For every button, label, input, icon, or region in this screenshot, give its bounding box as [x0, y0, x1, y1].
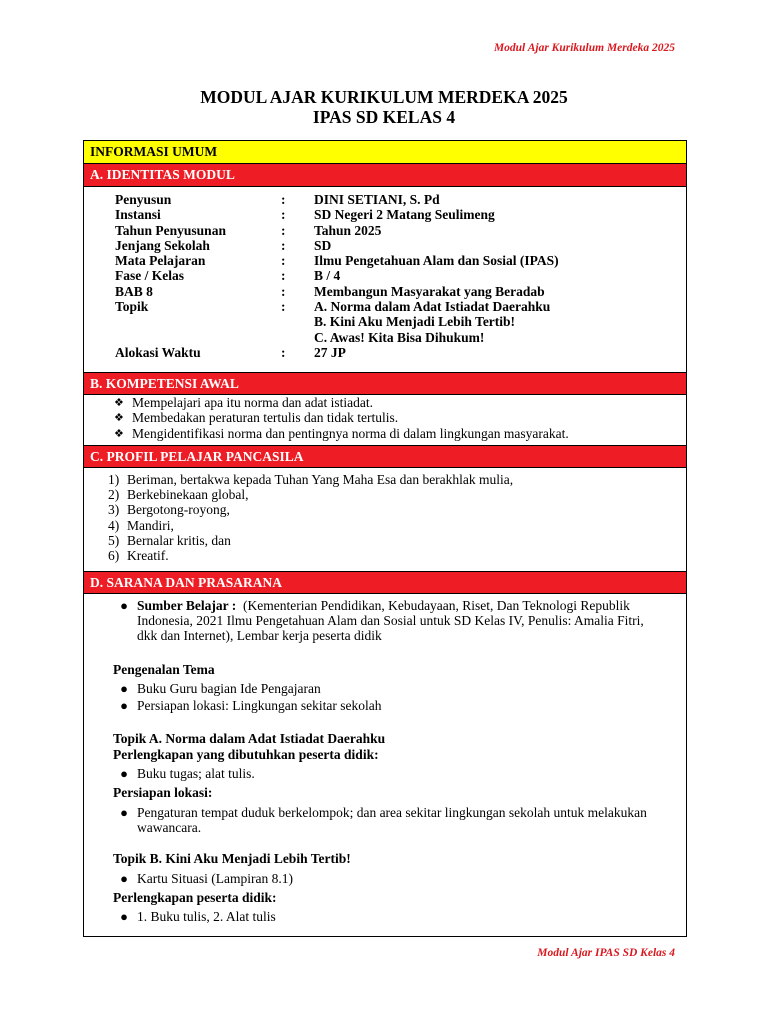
bullet-icon: ● — [120, 597, 128, 613]
sumber-belajar-label: Sumber Belajar : — [137, 597, 237, 613]
list-number: 6) — [108, 548, 120, 564]
row-jenjang — [115, 238, 686, 253]
list-item — [108, 487, 686, 502]
label-alokasi: Alokasi Waktu — [115, 344, 201, 360]
topik-c: C. Awas! Kita Bisa Dihukum! — [314, 329, 485, 345]
separator: : — [281, 207, 286, 223]
bullet-icon: ● — [120, 804, 128, 820]
label-topik: Topik — [115, 299, 149, 315]
value-instansi: SD Negeri 2 Matang Seulimeng — [314, 207, 495, 223]
list-item-text: Bergotong-royong, — [127, 502, 230, 518]
footer-note: Modul Ajar IPAS SD Kelas 4 — [537, 947, 675, 959]
topik-b: B. Kini Aku Menjadi Lebih Tertib! — [314, 314, 516, 330]
value-penyusun: DINI SETIANI, S. Pd — [314, 192, 440, 207]
bullet-icon: ● — [120, 698, 128, 714]
diamond-bullet-icon: ❖ — [114, 411, 124, 425]
identitas-modul-heading: A. IDENTITAS MODUL — [84, 164, 686, 187]
title-line-2: IPAS SD KELAS 4 — [312, 107, 456, 127]
label-penyusun: Penyusun — [115, 192, 172, 207]
list-item-text: Kreatif. — [127, 548, 169, 564]
list-item-text: Buku tugas; alat tulis. — [137, 766, 255, 782]
informasi-umum-heading: INFORMASI UMUM — [84, 141, 686, 164]
list-item-text: Mempelajari apa itu norma dan adat istiadat. — [132, 395, 374, 410]
list-number: 4) — [108, 517, 120, 533]
list-item — [108, 502, 686, 517]
list-item — [108, 472, 686, 487]
list-item — [111, 766, 666, 781]
identitas-modul-section — [84, 187, 686, 372]
list-item — [111, 909, 666, 924]
list-number: 3) — [108, 502, 120, 518]
bullet-icon: ● — [120, 870, 128, 886]
bullet-icon: ● — [120, 909, 128, 925]
sarana-prasarana-section — [84, 594, 686, 925]
list-item — [108, 548, 686, 563]
topik-b-heading: Topik B. Kini Aku Menjadi Lebih Tertib! — [113, 851, 351, 867]
kompetensi-awal-heading: B. KOMPETENSI AWAL — [84, 372, 686, 395]
list-item-text: Mengidentifikasi norma dan pentingnya norma di dalam lingkungan masyarakat. — [132, 425, 569, 441]
pengenalan-tema-heading: Pengenalan Tema — [113, 661, 215, 677]
label-tahun: Tahun Penyusunan — [115, 222, 226, 238]
bullet-icon: ● — [120, 766, 128, 782]
row-penyusun — [115, 192, 686, 207]
title-line-1: MODUL AJAR KURIKULUM MERDEKA 2025 — [200, 87, 568, 107]
list-number: 5) — [108, 533, 120, 549]
separator: : — [281, 283, 286, 299]
list-item-text: 1. Buku tulis, 2. Alat tulis — [137, 909, 276, 925]
list-item — [114, 426, 686, 441]
row-bab — [115, 284, 686, 299]
module-info-table — [83, 140, 687, 937]
perlengkapan-a-heading: Perlengkapan yang dibutuhkan peserta didik: — [113, 746, 379, 762]
list-number: 2) — [108, 487, 120, 503]
value-jenjang: SD — [314, 237, 332, 253]
row-tahun — [115, 223, 686, 238]
sumber-belajar — [137, 598, 666, 644]
list-item-text: Membedakan peraturan tertulis dan tidak tertulis. — [132, 410, 399, 426]
document-title — [0, 87, 768, 127]
list-item — [108, 533, 686, 548]
list-item-text: Buku Guru bagian Ide Pengajaran — [137, 680, 321, 696]
sumber-belajar-text: (Kementerian Pendidikan, Kebudayaan, Riset, Dan Teknologi Republik Indonesia, 2021 Ilmu Pengetahuan Alam dan Sosial untuk SD Kelas IV, Penulis: Amalia Fitri, dkk dan Internet), Lembar kerja peserta didik — [137, 597, 644, 644]
list-item — [111, 598, 666, 644]
label-fase: Fase / Kelas — [115, 268, 184, 284]
value-bab: Membangun Masyarakat yang Beradab — [314, 283, 545, 299]
list-item-text: Kartu Situasi (Lampiran 8.1) — [137, 870, 293, 886]
topik-a: A. Norma dalam Adat Istiadat Daerahku — [314, 299, 551, 315]
topik-a-heading: Topik A. Norma dalam Adat Istiadat Daerahku — [113, 731, 386, 747]
row-fase — [115, 268, 686, 283]
diamond-bullet-icon: ❖ — [114, 396, 124, 409]
list-item — [111, 698, 666, 713]
row-mapel — [115, 253, 686, 268]
bullet-icon: ● — [120, 680, 128, 696]
row-topik — [115, 299, 686, 345]
separator: : — [281, 222, 286, 238]
list-item-text: Beriman, bertakwa kepada Tuhan Yang Maha Esa dan berakhlak mulia, — [127, 471, 514, 487]
list-item-text: Pengaturan tempat duduk berkelompok; dan area sekitar lingkungan sekolah untuk melakukan wawancara. — [137, 804, 647, 835]
separator: : — [281, 299, 286, 315]
value-tahun: Tahun 2025 — [314, 222, 382, 238]
label-mapel: Mata Pelajaran — [115, 253, 206, 269]
separator: : — [281, 192, 286, 207]
list-item — [108, 518, 686, 533]
header-note: Modul Ajar Kurikulum Merdeka 2025 — [493, 42, 675, 54]
profil-pelajar-section — [84, 468, 686, 571]
list-item — [111, 681, 666, 696]
list-number: 1) — [108, 471, 120, 487]
separator: : — [281, 237, 286, 253]
list-item-text: Bernalar kritis, dan — [127, 533, 231, 549]
label-bab: BAB 8 — [115, 283, 153, 299]
label-jenjang: Jenjang Sekolah — [115, 237, 210, 253]
list-item-text: Mandiri, — [127, 517, 174, 533]
diamond-bullet-icon: ❖ — [114, 426, 124, 440]
list-item — [111, 805, 666, 836]
profil-pelajar-heading: C. PROFIL PELAJAR PANCASILA — [84, 445, 686, 468]
value-topik — [314, 299, 550, 345]
perlengkapan-b-heading: Perlengkapan peserta didik: — [113, 889, 277, 905]
value-alokasi: 27 JP — [314, 344, 346, 360]
value-mapel: Ilmu Pengetahuan Alam dan Sosial (IPAS) — [314, 253, 559, 269]
row-alokasi — [115, 345, 686, 360]
separator: : — [281, 268, 286, 284]
persiapan-lokasi-heading: Persiapan lokasi: — [113, 785, 213, 801]
separator: : — [281, 344, 286, 360]
list-item — [114, 410, 686, 425]
row-instansi — [115, 207, 686, 222]
kompetensi-awal-section — [84, 395, 686, 445]
separator: : — [281, 253, 286, 269]
label-instansi: Instansi — [115, 207, 161, 223]
list-item — [111, 871, 666, 886]
list-item — [114, 395, 686, 410]
sarana-prasarana-heading: D. SARANA DAN PRASARANA — [84, 571, 686, 594]
list-item-text: Persiapan lokasi: Lingkungan sekitar sekolah — [137, 698, 382, 714]
value-fase: B / 4 — [314, 268, 341, 284]
list-item-text: Berkebinekaan global, — [127, 487, 249, 503]
